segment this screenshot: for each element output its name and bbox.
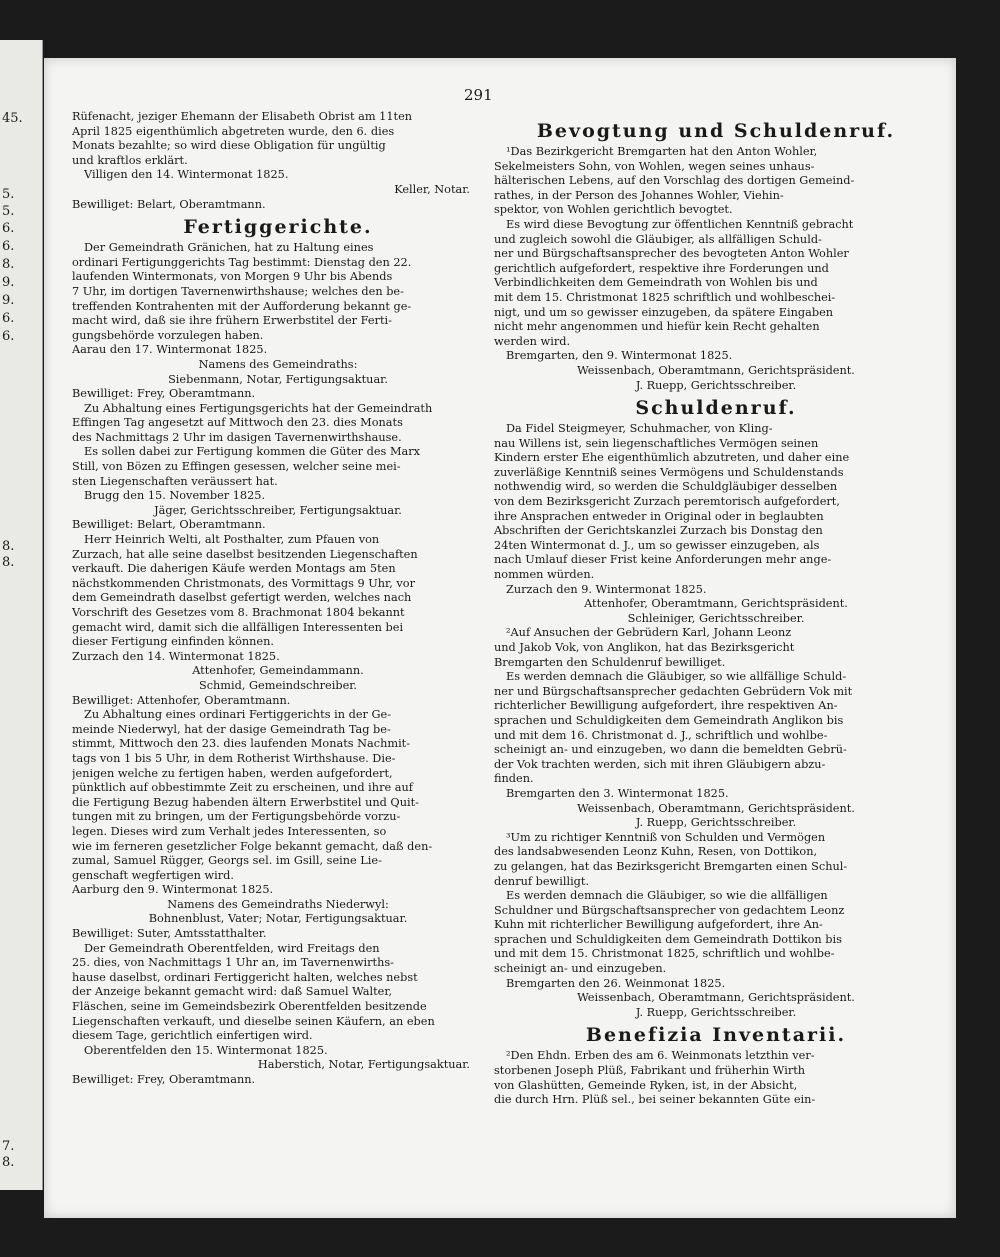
text-line: ²Den Ehdn. Erben des am 6. Weinmonats letzthin ver- (506, 1049, 815, 1063)
text-line: Der Gemeindrath Gränichen, hat zu Haltung eines (84, 241, 374, 255)
text-line: Kindern erster Ehe eigenthümlich abzutreten, und daher eine (494, 451, 850, 465)
text-line: stimmt, Mittwoch den 23. dies laufenden Monats Nachmit- (72, 737, 411, 751)
text-line: rathes, in der Person des Johannes Wohler, Viehin- (494, 188, 784, 202)
text-line: Bremgarten den 3. Wintermonat 1825. (506, 786, 729, 800)
text-line: und mit dem 16. Christmonat d. J., schriftlich und wohlbe- (494, 728, 828, 742)
text-line: J. Ruepp, Gerichtsschreiber. (635, 1005, 797, 1019)
text-line: dieser Fertigung einfinden können. (72, 635, 274, 649)
section-heading: Schuldenruf. (635, 397, 797, 420)
text-line: und Jakob Vok, von Anglikon, hat das Bezirksgericht (494, 641, 795, 654)
text-line: wie im ferneren gesetzlicher Folge bekannt gemacht, daß den- (72, 839, 433, 853)
text-line: werden wird. (494, 334, 571, 348)
text-line: Abschriften der Gerichtskanzlei Zurzach bis Donstag den (494, 524, 823, 538)
text-line: diesem Tage, gerichtlich einfertigen wird. (72, 1029, 313, 1043)
text-line: scheinigt an- und einzugeben, wo dann die bemeldten Gebrü- (494, 743, 847, 757)
text-line: Monats bezahlte; so wird diese Obligation für ungültig (72, 139, 386, 153)
text-line: Schuldner und Bürgschaftsansprecher von gedachtem Leonz (494, 903, 845, 917)
text-line: ²Auf Ansuchen der Gebrüdern Karl, Johann Leonz (506, 626, 792, 640)
text-line: Brugg den 15. November 1825. (84, 489, 266, 503)
text-line: Aarau den 17. Wintermonat 1825. (72, 343, 268, 357)
text-line: legen. Dieses wird zum Verhalt jedes Interessenten, so (72, 824, 387, 838)
prev-page-fragment: 5. (2, 187, 15, 202)
text-line: laufenden Wintermonats, von Morgen 9 Uhr bis Abends (72, 270, 393, 284)
text-line: zumal, Samuel Rügger, Georgs sel. im Gsill, seine Lie- (72, 854, 382, 868)
prev-page-fragment: 9. (2, 275, 15, 290)
text-line: Siebenmann, Notar, Fertigungsaktuar. (168, 372, 388, 386)
text-line: jenigen welche zu fertigen haben, werden aufgefordert, (72, 766, 393, 780)
text-line: sprachen und Schuldigkeiten dem Gemeindrath Anglikon bis (494, 713, 844, 727)
text-line: richterlicher Bewilligung aufgefordert, ihre respektiven An- (494, 699, 838, 713)
text-line: zuverläßige Kenntniß seines Vermögens und Schuldenstands (494, 465, 844, 479)
text-line: Schmid, Gemeindschreiber. (198, 678, 358, 692)
prev-page-fragment: 5. (2, 204, 15, 219)
prev-page-fragment: 6. (2, 239, 15, 254)
text-line: nommen würden. (494, 568, 595, 582)
section-heading: Bevogtung und Schuldenruf. (536, 120, 896, 142)
text-line: pünktlich auf obbestimmte Zeit zu erscheinen, und ihre auf (72, 781, 413, 795)
text-line: und kraftlos erklärt. (72, 153, 188, 167)
text-line: 24ten Wintermonat d. J., um so gewisser einzugeben, als (494, 538, 820, 552)
text-line: April 1825 eigenthümlich abgetreten wurde, den 6. dies (72, 124, 395, 138)
text-line: gerichtlich aufgefordert, respektive ihre Forderungen und (494, 261, 829, 275)
text-line: Bewilliget: Belart, Oberamtmann. (72, 518, 266, 532)
prev-page-fragment: 6. (2, 311, 15, 326)
text-line: nothwendig wird, so werden die Schuldgläubiger desselben (494, 480, 838, 494)
text-line: sten Liegenschaften veräussert hat. (72, 474, 278, 488)
text-line: ordinari Fertigunggerichts Tag bestimmt: Dienstag den 22. (72, 255, 412, 269)
text-line: Sekelmeisters Sohn, von Wohlen, wegen seines unhaus- (494, 159, 815, 173)
text-line: Weissenbach, Oberamtmann, Gerichtspräsident. (577, 363, 855, 377)
text-line: und mit dem 15. Christmonat 1825, schriftlich und wohlbe- (494, 947, 835, 961)
text-line: die durch Hrn. Plüß sel., bei seiner bekannten Güte ein- (494, 1093, 816, 1107)
text-line: von Glashütten, Gemeinde Ryken, ist, in der Absicht, (494, 1078, 798, 1092)
text-line: Still, von Bözen zu Effingen gesessen, welcher seine mei- (72, 460, 401, 474)
text-line: genschaft wegfertigen wird. (72, 868, 234, 882)
page-number: 291 (464, 86, 493, 104)
text-line: Attenhofer, Oberamtmann, Gerichtspräsident. (584, 597, 848, 611)
text-line: spektor, von Wohlen gerichtlich bevogtet. (494, 203, 733, 217)
text-line: hälterischen Lebens, auf den Vorschlag des dortigen Gemeind- (494, 174, 855, 188)
text-line: Bewilliget: Frey, Oberamtmann. (72, 387, 256, 401)
text-line: Es wird diese Bevogtung zur öffentlichen Kenntniß gebracht (506, 217, 854, 231)
text-line: hause daselbst, ordinari Fertiggericht halten, welches nebst (72, 970, 418, 984)
text-line: J. Ruepp, Gerichtsschreiber. (635, 378, 797, 392)
text-line: tags von 1 bis 5 Uhr, in dem Rotherist Wirthshause. Die- (72, 751, 396, 765)
text-line: Effingen Tag angesetzt auf Mittwoch den 23. dies Monats (72, 416, 403, 430)
text-line: Fläschen, seine im Gemeindsbezirk Oberentfelden besitzende (72, 1000, 427, 1014)
text-line: nach Umlauf dieser Frist keine Anforderungen mehr ange- (494, 553, 832, 567)
text-line: sprachen und Schuldigkeiten dem Gemeindrath Dottikon bis (494, 932, 842, 946)
previous-page-edge (0, 40, 43, 1190)
text-line: und zugleich sowohl die Gläubiger, als allfälligen Schuld- (494, 232, 822, 246)
text-line: Bohnenblust, Vater; Notar, Fertigungsaktuar. (148, 912, 408, 926)
text-line: Bewilliget: Suter, Amtsstatthalter. (72, 927, 267, 941)
right-column (494, 116, 938, 1108)
text-line: Aarburg den 9. Wintermonat 1825. (72, 883, 274, 897)
text-line: Zu Abhaltung eines Fertigungsgerichts hat der Gemeindrath (84, 401, 433, 415)
text-line: Kuhn mit richterlicher Bewilligung aufgefordert, ihre An- (494, 918, 823, 932)
text-line: Bewilliget: Frey, Oberamtmann. (72, 1073, 256, 1086)
text-line: dem Gemeindrath daselbst gefertigt werden, welches nach (72, 591, 412, 605)
text-line: Bremgarten, den 9. Wintermonat 1825. (506, 349, 733, 363)
text-line: macht wird, daß sie ihre frühern Erwerbstitel der Ferti- (72, 314, 392, 328)
text-line: storbenen Joseph Plüß, Fabrikant und früherhin Wirth (494, 1064, 806, 1078)
text-line: J. Ruepp, Gerichtsschreiber. (635, 816, 797, 830)
text-line: Weissenbach, Oberamtmann, Gerichtspräsident. (577, 801, 855, 815)
text-line: Zurzach, hat alle seine daselbst besitzenden Liegenschaften (72, 547, 418, 561)
text-line: ner und Bürgschaftsansprecher gedachten Gebrüdern Vok mit (494, 684, 853, 698)
section-heading: Fertiggerichte. (183, 216, 373, 239)
text-line: des Nachmittags 2 Uhr im dasigen Tavernenwirthshause. (72, 430, 402, 444)
text-line: Zurzach den 9. Wintermonat 1825. (506, 582, 707, 596)
text-line: ihre Ansprachen entweder in Original oder in beglaubten (494, 509, 824, 523)
text-line: Namens des Gemeindraths: (198, 357, 358, 371)
text-line: die Fertigung Bezug habenden ältern Erwerbstitel und Quit- (72, 795, 419, 809)
text-line: Namens des Gemeindraths Niederwyl: (167, 897, 389, 911)
text-line: gemacht wird, damit sich die allfälligen Interessenten bei (72, 620, 404, 634)
text-line: Da Fidel Steigmeyer, Schuhmacher, von Kling- (506, 422, 773, 436)
text-line: verkauft. Die daherigen Käufe werden Montags am 5ten (72, 562, 396, 576)
text-line: Bremgarten den Schuldenruf bewilliget. (494, 655, 726, 669)
text-line: Der Gemeindrath Oberentfelden, wird Freitags den (84, 941, 380, 955)
text-line: 7 Uhr, im dortigen Tavernenwirthshause; welches den be- (72, 284, 404, 298)
newspaper-page (44, 58, 956, 1218)
text-line: Oberentfelden den 15. Wintermonat 1825. (84, 1043, 328, 1057)
text-line: ³Um zu richtiger Kenntniß von Schulden und Vermögen (506, 830, 826, 844)
text-line: tungen mit zu bringen, um der Fertigungsbehörde vorzu- (72, 810, 401, 824)
text-line: nicht mehr angenommen und hiefür kein Recht gehalten (494, 320, 820, 334)
text-line: Zu Abhaltung eines ordinari Fertiggerichts in der Ge- (84, 708, 392, 722)
text-line: der Vok trachten werden, sich mit ihren Gläubigern abzu- (494, 757, 826, 771)
text-line: Zurzach den 14. Wintermonat 1825. (72, 649, 280, 663)
text-line: meinde Niederwyl, hat der dasige Gemeindrath Tag be- (72, 722, 391, 736)
text-line: Bewilliget: Attenhofer, Oberamtmann. (72, 693, 291, 707)
text-line: Bremgarten den 26. Weinmonat 1825. (506, 976, 726, 990)
text-line: finden. (494, 772, 534, 786)
text-line: Attenhofer, Gemeindammann. (192, 664, 364, 678)
text-line: Verbindlichkeiten dem Gemeindrath von Wohlen bis und (494, 276, 818, 290)
prev-page-fragment: 8. (2, 555, 15, 570)
text-line: von dem Bezirksgericht Zurzach peremtorisch aufgefordert, (494, 495, 840, 509)
left-column (72, 110, 484, 1088)
text-line: Keller, Notar. (394, 182, 470, 196)
prev-page-fragment: 9. (2, 293, 15, 308)
text-line: der Anzeige bekannt gemacht wird: daß Samuel Walter, (72, 985, 393, 999)
text-line: Jäger, Gerichtsschreiber, Fertigungsaktuar. (154, 503, 402, 517)
text-line: zu gelangen, hat das Bezirksgericht Bremgarten einen Schul- (494, 859, 848, 873)
prev-page-fragment: 6. (2, 329, 15, 344)
text-line: ¹Das Bezirkgericht Bremgarten hat den Anton Wohler, (506, 145, 818, 158)
text-line: scheinigt an- und einzugeben. (494, 962, 667, 976)
text-line: Weissenbach, Oberamtmann, Gerichtspräsident. (577, 991, 855, 1005)
prev-page-fragment: 8. (2, 1155, 15, 1170)
text-line: treffenden Kontrahenten mit der Aufforderung bekannt ge- (72, 299, 412, 313)
prev-page-fragment: 8. (2, 539, 15, 554)
text-line: nau Willens ist, sein liegenschaftliches Vermögen seinen (494, 436, 819, 450)
text-line: Es werden demnach die Gläubiger, so wie allfällige Schuld- (506, 670, 847, 684)
text-line: Villigen den 14. Wintermonat 1825. (84, 168, 289, 182)
text-line: Vorschrift des Gesetzes vom 8. Brachmonat 1804 bekannt (72, 606, 405, 619)
text-line: Es werden demnach die Gläubiger, so wie die allfälligen (506, 889, 828, 903)
text-line: ner und Bürgschaftsansprecher des bevogteten Anton Wohler (494, 247, 849, 261)
text-line: Liegenschaften verkauft, und dieselbe seinen Käufern, an eben (72, 1014, 435, 1028)
text-line: Es sollen dabei zur Fertigung kommen die Güter des Marx (84, 445, 421, 459)
text-line: gungsbehörde vorzulegen haben. (72, 328, 264, 342)
text-line: nigt, und um so gewisser einzugeben, da spätere Eingaben (494, 305, 834, 319)
text-line: Schleiniger, Gerichtsschreiber. (627, 611, 805, 625)
section-heading: Benefizia Inventarii. (585, 1024, 847, 1047)
text-line: Rüfenacht, jeziger Ehemann der Elisabeth Obrist am 11ten (72, 110, 413, 123)
text-line: Herr Heinrich Welti, alt Posthalter, zum Pfauen von (84, 533, 380, 547)
text-line: Haberstich, Notar, Fertigungsaktuar. (257, 1058, 470, 1072)
prev-page-fragment: 7. (2, 1139, 15, 1154)
text-line: des landsabwesenden Leonz Kuhn, Resen, von Dottikon, (494, 845, 818, 859)
prev-page-fragment: 8. (2, 257, 15, 272)
text-line: mit dem 15. Christmonat 1825 schriftlich und wohlbeschei- (494, 290, 836, 304)
prev-page-fragment: 45. (2, 111, 23, 126)
prev-page-fragment: 6. (2, 221, 15, 236)
text-line: nächstkommenden Christmonats, des Vormittags 9 Uhr, vor (72, 576, 415, 590)
text-line: denruf bewilligt. (494, 874, 590, 888)
text-line: 25. dies, von Nachmittags 1 Uhr an, im Tavernenwirths- (72, 956, 394, 970)
text-line: Bewilliget: Belart, Oberamtmann. (72, 197, 266, 211)
